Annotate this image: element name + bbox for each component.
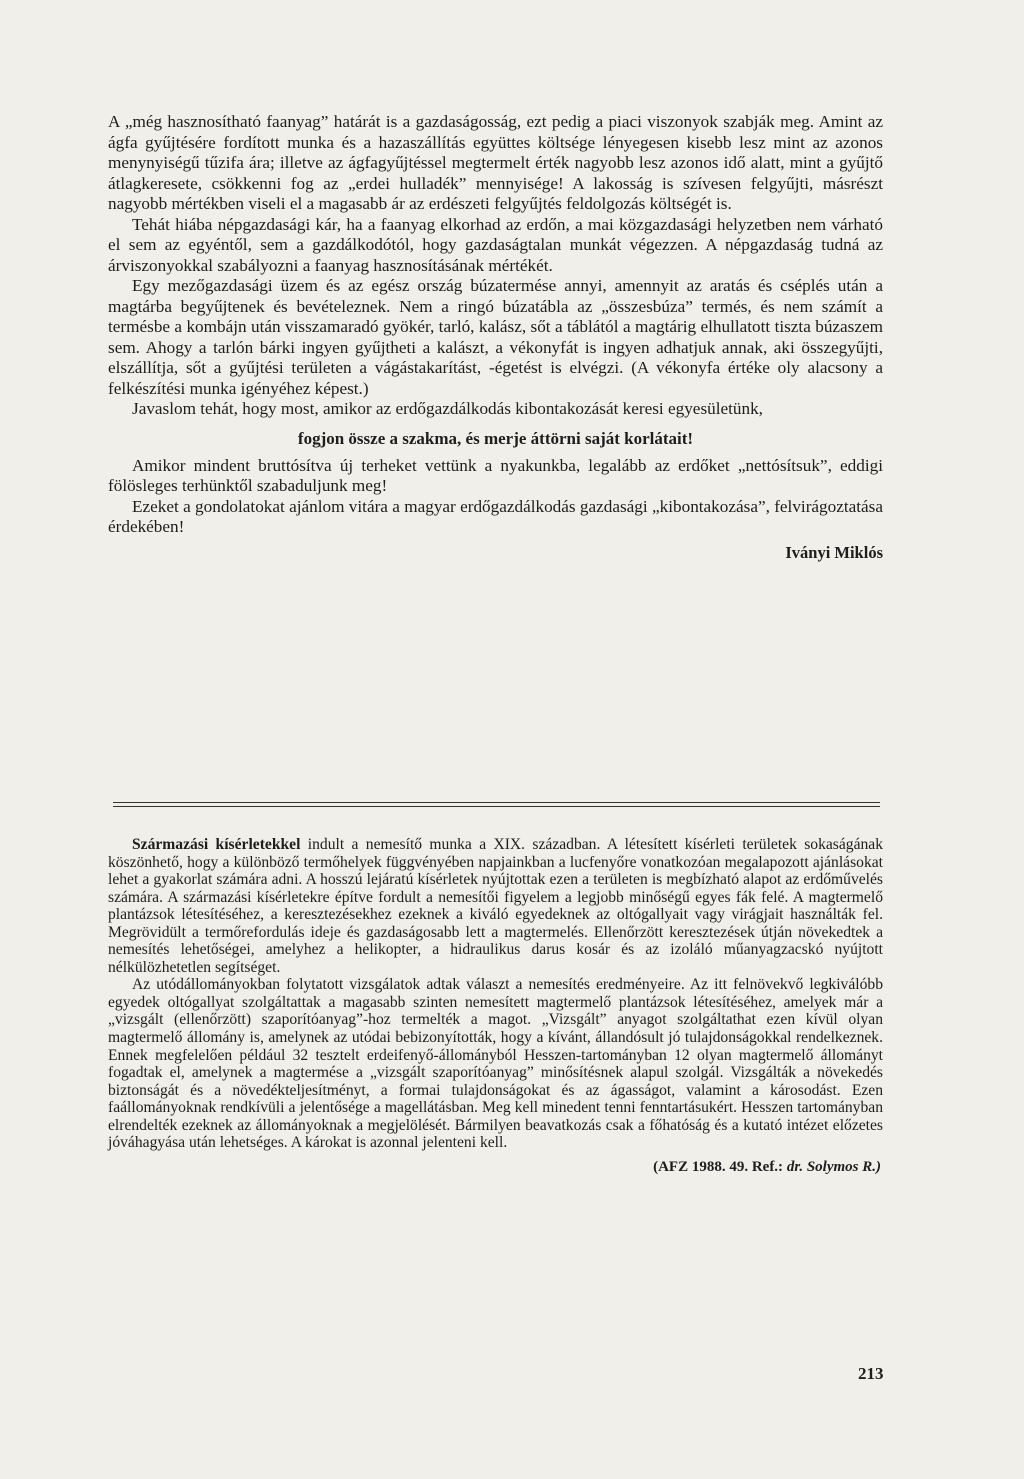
reference	[108, 1159, 881, 1176]
paragraph-2: Tehát hiába népgazdasági kár, ha a faanyag elkorhad az erdőn, a mai közgazdasági helyzetben nem várható el sem az egyéntől, sem a gazdálkodótól, hogy gazdaságtalan munkát végezzen. A népgazdaság tudná az árviszonyokkal szabályozni a faanyag hasznosításának mértékét.	[108, 214, 883, 275]
paragraph-5: Amikor mindent bruttósítva új terheket vettünk a nyakunkba, legalább az erdőket „nettósítsuk”, eddigi fölösleges terhünktől szabaduljunk meg!	[108, 455, 883, 495]
abstract-lead: Származási kísérletekkel	[132, 836, 301, 853]
paragraph-6: Ezeket a gondolatokat ajánlom vitára a magyar erdőgazdálkodás gazdasági „kibontakozása”, felvirágoztatása érdekében!	[108, 496, 883, 536]
paragraph-3: Egy mezőgazdasági üzem és az egész ország búzatermése annyi, amennyit az aratás és cséplés után a magtárba begyűjtenek és bevételeznek. Nem a ringó búzatábla az „összesbúza” termés, és nem számít a termésbe a kombájn után visszamaradó gyökér, tarló, kalász, sőt a táblától a magtárig elhullatott tiszta búzaszem sem. Ahogy a tarlón bárki ingyen gyűjtheti a kalászt, a vékonyfát is ingyen adhatjuk annak, aki összegyűjti, elszállítja, sőt a gyűjtési területen a vágástakarítást, -égetést is elvégzi. (A vékonyfa értéke oly alacsony a felkészítési munka igényéhez képest.)	[108, 276, 883, 398]
author-name: Iványi Miklós	[785, 542, 883, 562]
article-body	[108, 112, 883, 563]
paragraph-1: A „még hasznosítható faanyag” határát is a gazdaságosság, ezt pedig a piaci viszonyok szabják meg. Amint az ágfa gyűjtésére fordított munka és a hazaszállítás együttes költsége lényegesen kisebb lesz mint az azonos menynyiségű tűzifa ára; illetve az ágfagyűjtéssel megtermelt érték nagyobb lesz azonos idő alatt, mint a gyűjtő átlagkeresete, csökkenni fog az „erdei hulladék” mennyisége! A lakosság is szívesen felgyűjti, másrészt nagyobb mértékben viseli el a magasabb ár az erdészeti felgyűjtés feldolgozás költségét is.	[108, 112, 883, 213]
abstract-paragraph-2: Az utódállományokban folytatott vizsgálatok adtak választ a nemesítés eredményeire. Az itt felnövekvő legkiválóbb egyedek oltógallyat szolgáltattak a magasabb szinten nemesített magtermelő plantázsok létesítéséhez, amelyek már a „vizsgált (ellenőrzött) szaporítóanyag”-hoz termelték a magot. „Vizsgált” anyagot szolgáltathat ezen kívül olyan magtermelő állomány is, amelynek az utódai bebizonyították, hogy a kívánt, állandósult jó tulajdonságokkal rendelkeznek. Ennek megfelelően például 32 tesztelt erdeifenyő-állományból Hesszen-tartományban 12 olyan magtermelő állományt fogadtak el, amelynek a magtermése a „vizsgált szaporítóanyag” minősítésnek alapul szolgál. Vizsgálták a növekedés biztonságát és a növedékteljesítményt, a formai tulajdonságokat és az ágasságot, valamint a károsodást. Ezen faállományoknak rendkívüli a jelentősége a magellátásban. Meg kell minedent tenni fenntartásukért. Hesszen tartományban elrendelték ezeknek az állományoknak a megjelölését. Bármilyen beavatkozás csak a főhatóság és a kutató intézet előzetes jóváhagyása után lehetséges. A károkat is azonnal jelenteni kell.	[108, 976, 883, 1152]
divider-rule-bottom	[113, 806, 880, 807]
reference-author: dr. Solymos R.)	[786, 1158, 881, 1175]
reference-source: (AFZ 1988. 49. Ref.:	[653, 1158, 787, 1175]
abstract-paragraph-1	[108, 836, 883, 976]
abstract-lead-rest: indult a nemesítő munka a XIX. században. A létesített kísérleti területek sokaságának köszönhető, hogy a különböző termőhelyek függvényében napjainkban a lucfenyőre vonatkozóan megalapozott ajánlásokat lehet a gyakorlat számára adni. A hosszú lejáratú kísérletek nyújtottak ezen a területen is megbízható alapot az erdőművelés számára. A származási kísérletekre építve fordult a nemesítői figyelem a legjobb minőségű egyes fák felé. A magtermelő plantázsok létesítéséhez, a keresztezésekhez ezeknek a kiváló egyedeknek az oltógallyait vagy virágjait használták fel. Megrövidült a termőrefordulás ideje és gazdaságosabb lett a magtermelés. Ellenőrzött keresztezések útján növekedtek a nemesítés lehetőségei, amelyhez a helikopter, a hidraulikus darus kosár és az izoláló műanyagzacskó nyújtott nélkülözhetetlen segítséget.	[108, 836, 884, 976]
page-number: 213	[858, 1364, 884, 1383]
emphasis-line: fogjon össze a szakma, és merje áttörni saját korlátait!	[297, 428, 694, 448]
divider-rule-top	[113, 802, 880, 803]
paragraph-4: Javaslom tehát, hogy most, amikor az erdőgazdálkodás kibontakozását keresi egyesületünk,	[132, 399, 763, 418]
abstract-section	[108, 836, 883, 1176]
